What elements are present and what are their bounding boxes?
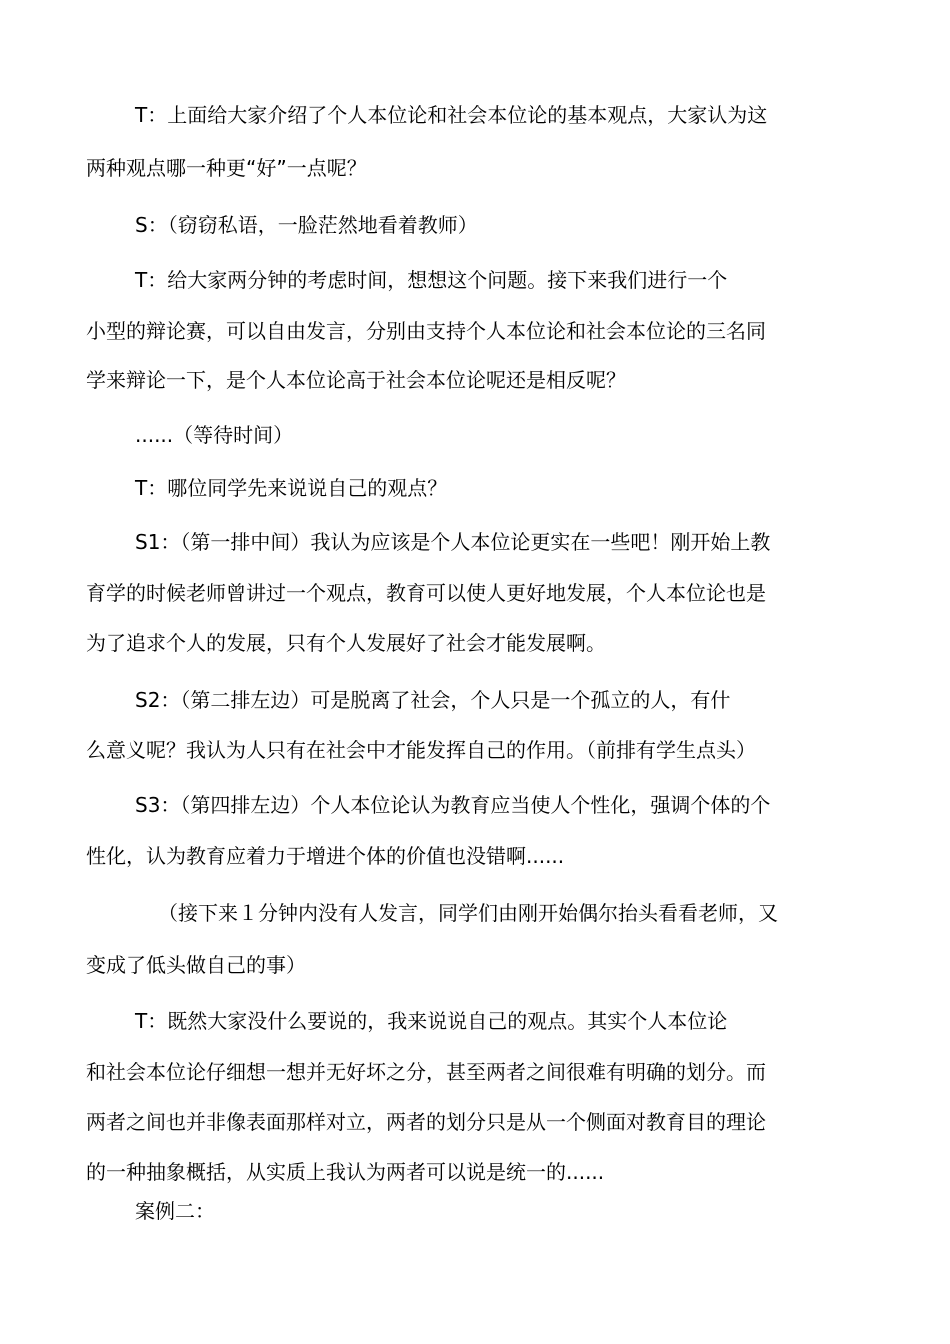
dialogue-line-continuation: 两种观点哪一种更“好”一点呢？ — [86, 156, 367, 180]
dialogue-line-continuation: 和社会本位论仔细想一想并无好坏之分，甚至两者之间很难有明确的划分。而 — [86, 1060, 766, 1084]
dialogue-line-student-s1: S1：（第一排中间）我认为应该是个人本位论更实在一些吧！刚开始上教 — [135, 530, 771, 554]
dialogue-line-teacher: T：既然大家没什么要说的，我来说说自己的观点。其实个人本位论 — [135, 1009, 728, 1033]
dialogue-line-continuation: 么意义呢？我认为人只有在社会中才能发挥自己的作用。（前排有学生点头） — [86, 738, 756, 762]
dialogue-line-teacher: T：哪位同学先来说说自己的观点？ — [135, 476, 448, 500]
dialogue-line-continuation: 性化，认为教育应着力于增进个体的价值也没错啊...... — [86, 844, 565, 868]
dialogue-line-teacher: T：给大家两分钟的考虑时间，想想这个问题。接下来我们进行一个 — [135, 268, 728, 292]
dialogue-line-narration: （接下来１分钟内没有人发言，同学们由刚开始偶尔抬头看看老师，又 — [158, 901, 778, 925]
dialogue-line-students: S：（窃窃私语，一脸茫然地看着教师） — [135, 213, 478, 237]
dialogue-line-student-s2: S2：（第二排左边）可是脱离了社会，个人只是一个孤立的人，有什 — [135, 688, 731, 712]
dialogue-line-continuation: 为了追求个人的发展，只有个人发展好了社会才能发展啊。 — [86, 631, 606, 655]
dialogue-line-continuation: 育学的时候老师曾讲过一个观点，教育可以使人更好地发展，个人本位论也是 — [86, 581, 766, 605]
section-heading: 案例二： — [135, 1199, 215, 1223]
dialogue-line-continuation: 两者之间也并非像表面那样对立，两者的划分只是从一个侧面对教育目的理论 — [86, 1110, 766, 1134]
dialogue-line-continuation: 变成了低头做自己的事） — [86, 953, 306, 977]
dialogue-line-student-s3: S3：（第四排左边）个人本位论认为教育应当使人个性化，强调个体的个 — [135, 793, 771, 817]
dialogue-line-narration: ......（等待时间） — [135, 423, 294, 447]
dialogue-line-continuation: 的一种抽象概括，从实质上我认为两者可以说是统一的...... — [86, 1160, 605, 1184]
dialogue-line-continuation: 小型的辩论赛，可以自由发言，分别由支持个人本位论和社会本位论的三名同 — [86, 319, 766, 343]
dialogue-line-continuation: 学来辩论一下，是个人本位论高于社会本位论呢还是相反呢？ — [86, 368, 626, 392]
dialogue-line-teacher: T：上面给大家介绍了个人本位论和社会本位论的基本观点，大家认为这 — [135, 103, 768, 127]
